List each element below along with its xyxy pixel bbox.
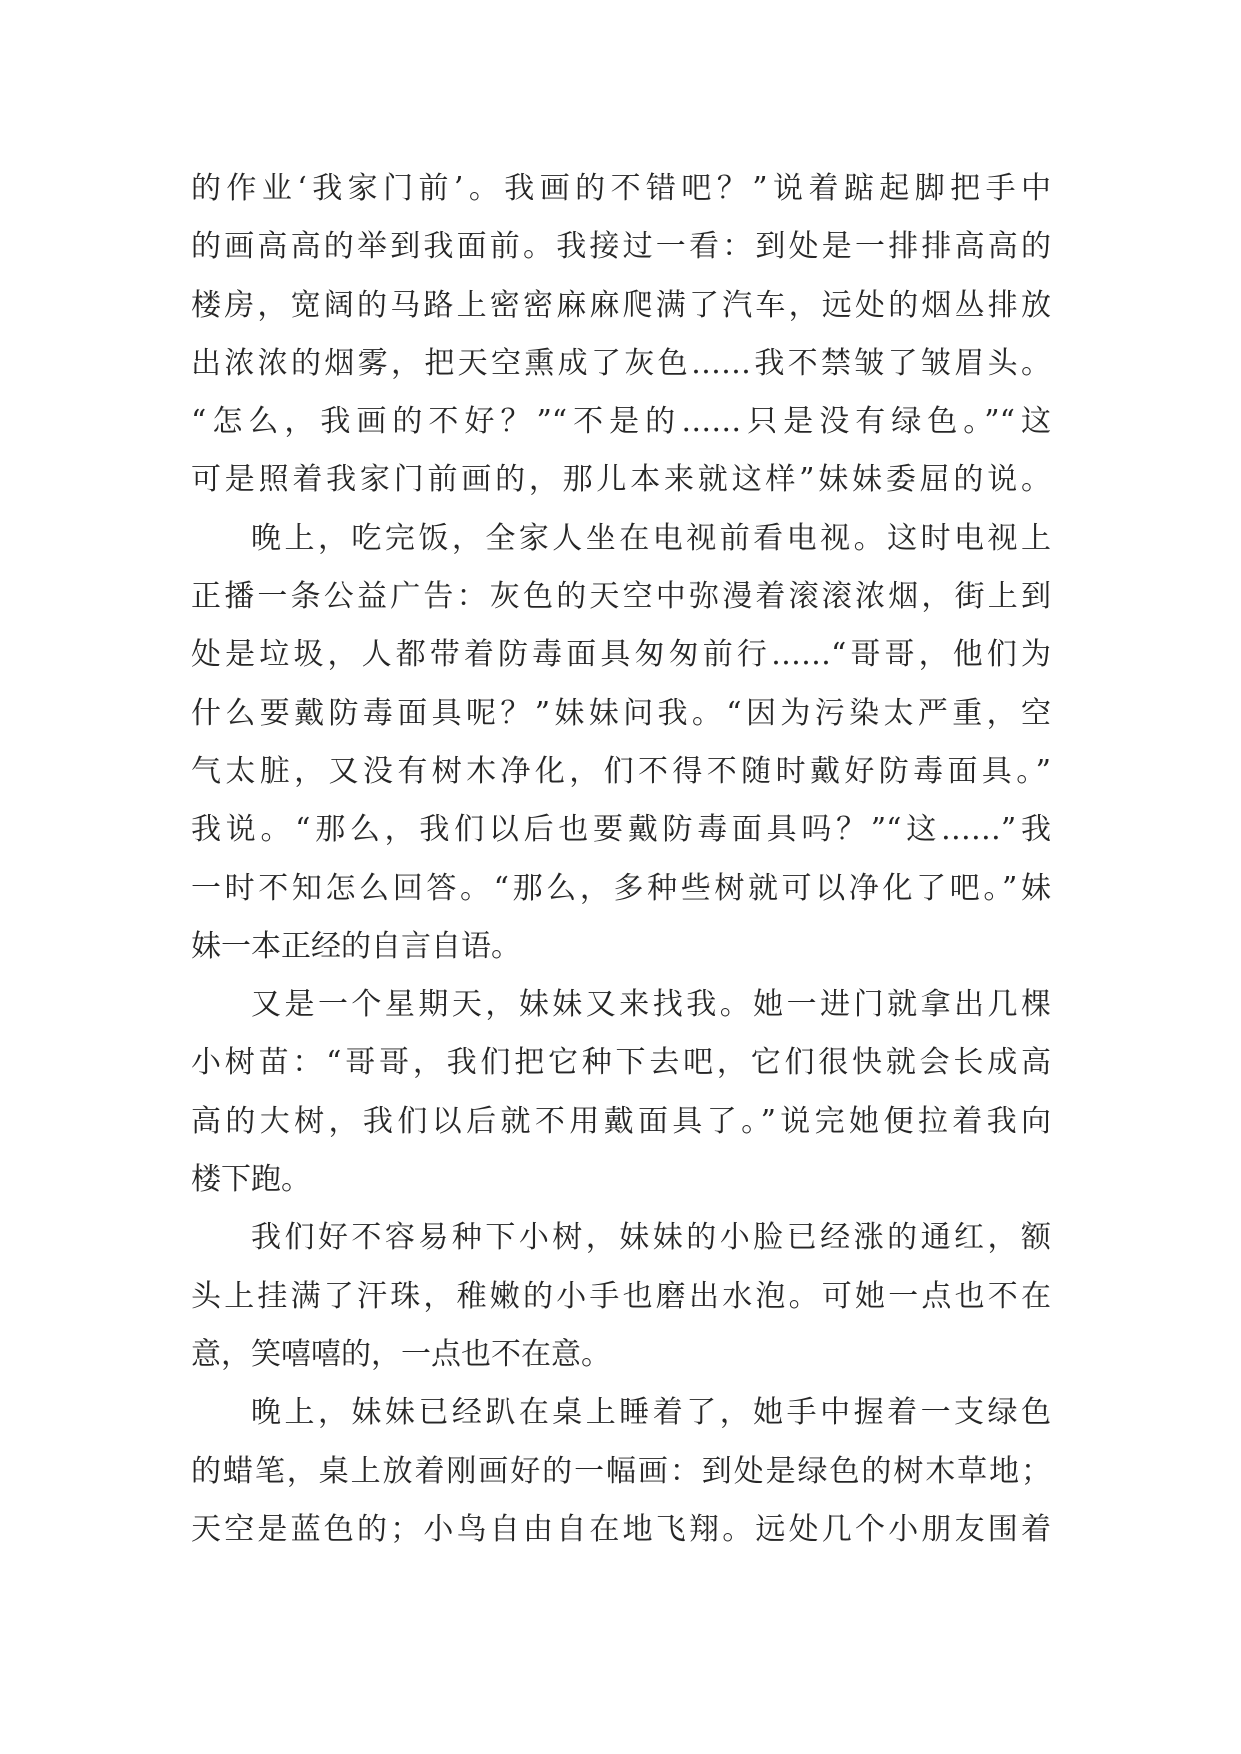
text-line: 正播一条公益广告：灰色的天空中弥漫着滚滚浓烟，街上到 — [191, 579, 1051, 615]
text-line: 可是照着我家门前画的，那儿本来就这样”妹妹委屈的说。 — [191, 462, 1051, 498]
text-line: 高的大树，我们以后就不用戴面具了。”说完她便拉着我向 — [191, 1103, 1051, 1139]
text-line: 小树苗：“哥哥，我们把它种下去吧，它们很快就会长成高 — [191, 1045, 1051, 1081]
paragraph — [191, 160, 1051, 510]
text-line: 什么要戴防毒面具呢？”妹妹问我。“因为污染太严重，空 — [191, 695, 1051, 731]
paragraph — [191, 510, 1051, 976]
text-line: 我说。“那么，我们以后也要戴防毒面具吗？”“这……”我 — [191, 812, 1051, 848]
text-line: 处是垃圾，人都带着防毒面具匆匆前行……“哥哥，他们为 — [191, 637, 1051, 673]
text-line: 头上挂满了汗珠，稚嫩的小手也磨出水泡。可她一点也不在 — [191, 1278, 1051, 1314]
text-line: 气太脏，又没有树木净化，们不得不随时戴好防毒面具。” — [191, 753, 1051, 789]
text-line: 意，笑嘻嘻的，一点也不在意。 — [191, 1336, 611, 1372]
text-line: 天空是蓝色的；小鸟自由自在地飞翔。远处几个小朋友围着 — [191, 1511, 1051, 1547]
text-line: 楼下跑。 — [191, 1162, 311, 1198]
text-line: 又是一个星期天，妹妹又来找我。她一进门就拿出几棵 — [251, 987, 1051, 1023]
text-line: 出浓浓的烟雾，把天空熏成了灰色……我不禁皱了皱眉头。 — [191, 345, 1051, 381]
text-line: 一时不知怎么回答。“那么，多种些树就可以净化了吧。”妹 — [191, 870, 1051, 906]
text-line: 的蜡笔，桌上放着刚画好的一幅画：到处是绿色的树木草地； — [191, 1453, 1051, 1489]
text-line: “怎么，我画的不好？”“不是的……只是没有绿色。”“这 — [191, 404, 1051, 440]
paragraph — [191, 976, 1051, 1209]
body-text — [191, 160, 1051, 1559]
paragraph — [191, 1384, 1051, 1559]
paragraph — [191, 1209, 1051, 1384]
text-line: 我们好不容易种下小树，妹妹的小脸已经涨的通红，额 — [251, 1220, 1051, 1256]
text-line: 妹一本正经的自言自语。 — [191, 928, 521, 964]
text-line: 晚上，吃完饭，全家人坐在电视前看电视。这时电视上 — [251, 520, 1051, 556]
text-line: 楼房，宽阔的马路上密密麻麻爬满了汽车，远处的烟丛排放 — [191, 287, 1051, 323]
text-line: 晚上，妹妹已经趴在桌上睡着了，她手中握着一支绿色 — [251, 1395, 1051, 1431]
text-line: 的画高高的举到我面前。我接过一看：到处是一排排高高的 — [191, 229, 1051, 265]
text-line: 的作业‘我家门前’。我画的不错吧？”说着踮起脚把手中 — [191, 171, 1051, 206]
